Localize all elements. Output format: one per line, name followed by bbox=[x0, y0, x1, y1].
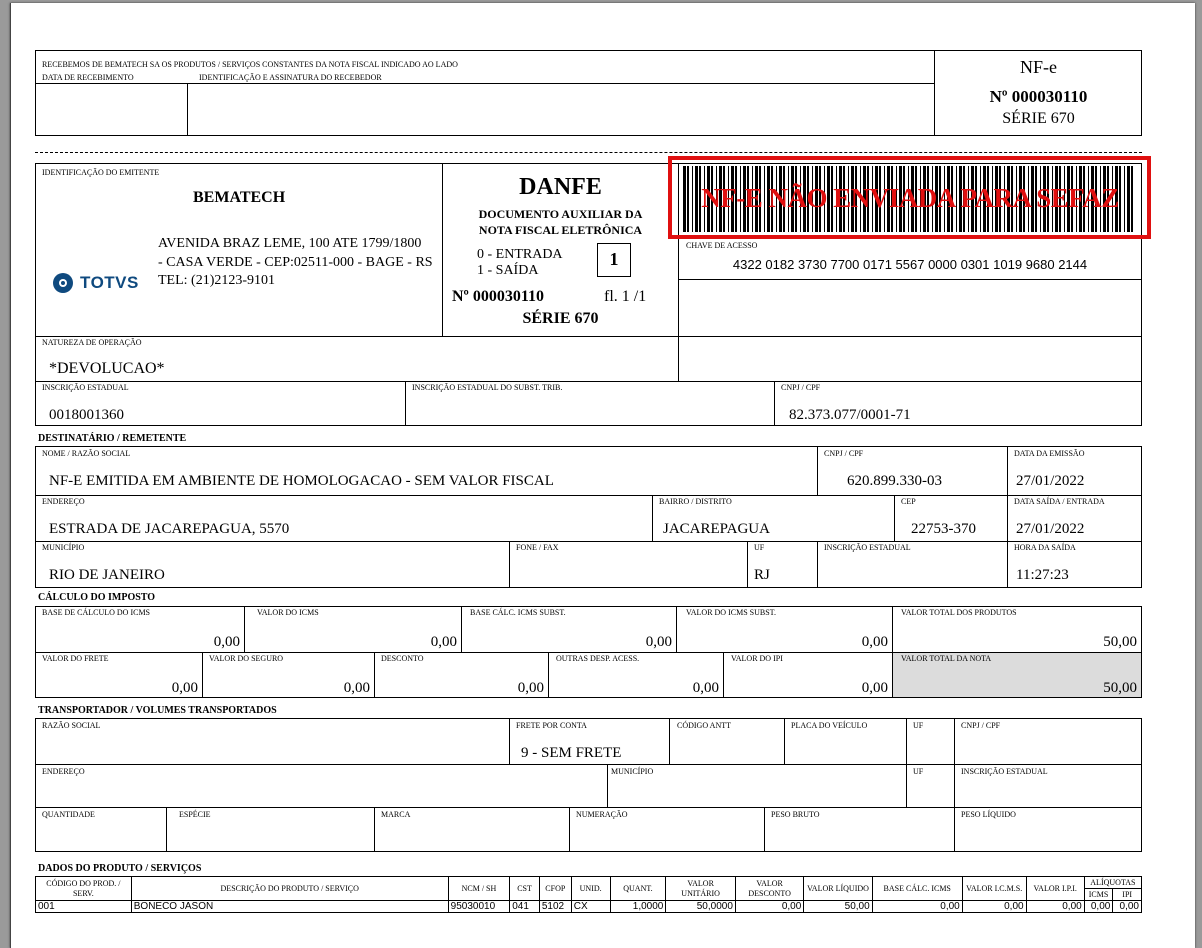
col-discount: VALOR DESCONTO bbox=[735, 877, 803, 901]
recipient-address: ESTRADA DE JACAREPAGUA, 5570 bbox=[49, 521, 290, 537]
district-label: BAIRRO / DISTRITO bbox=[659, 497, 732, 506]
district-value: JACAREPAGUA bbox=[663, 521, 770, 537]
numbering-label: NUMERAÇÃO bbox=[576, 810, 628, 819]
antt-label: CÓDIGO ANTT bbox=[677, 721, 731, 730]
ie-label: INSCRIÇÃO ESTADUAL bbox=[42, 383, 129, 392]
totvs-logo bbox=[52, 273, 139, 293]
emitter-section-label: IDENTIFICAÇÃO DO EMITENTE bbox=[42, 168, 160, 177]
cell-ipi-value: 0,00 bbox=[1026, 901, 1084, 913]
gross-weight-label: PESO BRUTO bbox=[771, 810, 820, 819]
freight-label: FRETE POR CONTA bbox=[516, 721, 587, 730]
carrier-address-label: ENDEREÇO bbox=[42, 767, 85, 776]
emission-date: 27/01/2022 bbox=[1016, 473, 1085, 489]
tax-r2-c4-value: 0,00 bbox=[692, 680, 719, 696]
carrier-ie-label: INSCRIÇÃO ESTADUAL bbox=[961, 767, 1048, 776]
transport-section: TRANSPORTADOR / VOLUMES TRANSPORTADOS bbox=[38, 705, 277, 716]
tax-r1-c5-value: 50,00 bbox=[1103, 634, 1137, 650]
tax-r1-c5-label: VALOR TOTAL DOS PRODUTOS bbox=[901, 608, 1017, 617]
recipient-cnpj: 620.899.330-03 bbox=[847, 473, 942, 489]
freight-value: 9 - SEM FRETE bbox=[521, 745, 622, 761]
col-unit-value: VALOR UNITÁRIO bbox=[666, 877, 736, 901]
cell-aliq-icms: 0,00 bbox=[1084, 901, 1113, 913]
col-ncm: NCM / SH bbox=[448, 877, 510, 901]
access-key-label: CHAVE DE ACESSO bbox=[686, 241, 758, 250]
totvs-logo-text: TOTVS bbox=[80, 273, 139, 292]
cell-code: 001 bbox=[36, 901, 132, 913]
totvs-logo-icon bbox=[52, 272, 74, 294]
plate-label: PLACA DO VEÍCULO bbox=[791, 721, 868, 730]
tax-r2-c6-value: 50,00 bbox=[1103, 680, 1137, 696]
cell-discount: 0,00 bbox=[735, 901, 803, 913]
ie-value: 0018001360 bbox=[49, 407, 124, 423]
cell-description: BONECO JASON bbox=[131, 901, 448, 913]
kind-label: ESPÉCIE bbox=[179, 810, 211, 819]
col-net-value: VALOR LÍQUIDO bbox=[804, 877, 872, 901]
col-code: CÓDIGO DO PROD. / SERV. bbox=[36, 877, 132, 901]
cell-icms-value: 0,00 bbox=[962, 901, 1026, 913]
col-description: DESCRIÇÃO DO PRODUTO / SERVIÇO bbox=[131, 877, 448, 901]
danfe-page bbox=[10, 3, 1195, 948]
tax-r2-c3-label: DESCONTO bbox=[381, 654, 424, 663]
emitter-cnpj: 82.373.077/0001-71 bbox=[789, 407, 911, 423]
cell-unit: CX bbox=[571, 901, 610, 913]
tax-r1-c1-value: 0,00 bbox=[213, 634, 240, 650]
emission-label: DATA DA EMISSÃO bbox=[1014, 449, 1085, 458]
danfe-entry: 0 - ENTRADA bbox=[477, 247, 563, 262]
col-quantity: QUANT. bbox=[610, 877, 666, 901]
products-section: DADOS DO PRODUTO / SERVIÇOS bbox=[38, 863, 202, 874]
emitter-address1: AVENIDA BRAZ LEME, 100 ATE 1799/1800 bbox=[158, 236, 422, 251]
tax-section: CÁLCULO DO IMPOSTO bbox=[38, 592, 156, 603]
tax-r1-c2-value: 0,00 bbox=[430, 634, 457, 650]
receipt-sign-label: IDENTIFICAÇÃO E ASSINATURA DO RECEBEDOR bbox=[199, 73, 382, 82]
tax-r2-c5-value: 0,00 bbox=[861, 680, 888, 696]
col-ipi-value: VALOR I.P.I. bbox=[1026, 877, 1084, 901]
col-aliq-ipi: IPI bbox=[1113, 889, 1142, 901]
cell-net-value: 50,00 bbox=[804, 901, 872, 913]
danfe-exit: 1 - SAÍDA bbox=[477, 263, 539, 278]
tax-r1-c4-label: VALOR DO ICMS SUBST. bbox=[686, 608, 776, 617]
danfe-sheet: fl. 1 /1 bbox=[604, 288, 647, 305]
cep-value: 22753-370 bbox=[911, 521, 976, 537]
col-icms-base: BASE CÁLC. ICMS bbox=[872, 877, 962, 901]
recipient-name: NF-E EMITIDA EM AMBIENTE DE HOMOLOGACAO - SEM VALOR FISCAL bbox=[49, 473, 554, 489]
col-aliq-icms: ICMS bbox=[1084, 889, 1113, 901]
recipient-cnpj-label: CNPJ / CPF bbox=[824, 449, 864, 458]
col-cfop: CFOP bbox=[539, 877, 571, 901]
tax-r1-c3-value: 0,00 bbox=[645, 634, 672, 650]
qty-label: QUANTIDADE bbox=[42, 810, 95, 819]
carrier-uf2-label: UF bbox=[913, 767, 924, 776]
city-label: MUNICÍPIO bbox=[42, 543, 85, 552]
cut-line bbox=[35, 152, 1142, 153]
uf-label: UF bbox=[754, 543, 765, 552]
carrier-name-label: RAZÃO SOCIAL bbox=[42, 721, 101, 730]
emitter-address2: - CASA VERDE - CEP:02511-000 - BAGE - RS bbox=[158, 255, 433, 270]
exit-date: 27/01/2022 bbox=[1016, 521, 1085, 537]
tax-r1-c4-value: 0,00 bbox=[861, 634, 888, 650]
danfe-title: DANFE bbox=[519, 174, 602, 200]
cell-cfop: 5102 bbox=[539, 901, 571, 913]
danfe-type-value: 1 bbox=[609, 249, 619, 269]
cell-aliq-ipi: 0,00 bbox=[1113, 901, 1142, 913]
recipient-ie-label: INSCRIÇÃO ESTADUAL bbox=[824, 543, 911, 552]
tax-r1-c1-label: BASE DE CÁLCULO DO ICMS bbox=[42, 608, 151, 617]
emitter-name: BEMATECH bbox=[193, 189, 286, 206]
net-weight-label: PESO LÍQUIDO bbox=[961, 810, 1016, 819]
exit-date-label: DATA SAÍDA / ENTRADA bbox=[1014, 497, 1105, 506]
receipt-nfe: NF-e bbox=[1020, 57, 1057, 77]
ie-st-label: INSCRIÇÃO ESTADUAL DO SUBST. TRIB. bbox=[412, 383, 563, 392]
recipient-name-label: NOME / RAZÃO SOCIAL bbox=[42, 449, 131, 458]
receipt-series: SÉRIE 670 bbox=[1002, 110, 1075, 127]
emitter-cnpj-label: CNPJ / CPF bbox=[781, 383, 821, 392]
tax-r1-c3-label: BASE CÁLC. ICMS SUBST. bbox=[470, 608, 566, 617]
recipient-address-label: ENDEREÇO bbox=[42, 497, 85, 506]
exit-time: 11:27:23 bbox=[1016, 567, 1069, 583]
emitter-phone: TEL: (21)2123-9101 bbox=[158, 273, 276, 288]
access-key: 4322 0182 3730 7700 0171 5567 0000 0301 1019 9680 2144 bbox=[732, 257, 1088, 272]
tax-r2-c5-label: VALOR DO IPI bbox=[731, 654, 783, 663]
phone-label: FONE / FAX bbox=[516, 543, 559, 552]
tax-r2-c2-label: VALOR DO SEGURO bbox=[209, 654, 284, 663]
cell-quantity: 1,0000 bbox=[610, 901, 666, 913]
products-table bbox=[35, 876, 1142, 913]
carrier-cnpj-label: CNPJ / CPF bbox=[961, 721, 1001, 730]
cep-label: CEP bbox=[901, 497, 916, 506]
col-icms-value: VALOR I.C.M.S. bbox=[962, 877, 1026, 901]
recipient-section: DESTINATÁRIO / REMETENTE bbox=[38, 433, 187, 444]
products-header-row bbox=[36, 877, 1142, 889]
danfe-number: Nº 000030110 bbox=[452, 288, 544, 305]
tax-r2-c3-value: 0,00 bbox=[517, 680, 544, 696]
col-aliquotas: ALÍQUOTAS bbox=[1084, 877, 1141, 889]
col-unit: UNID. bbox=[571, 877, 610, 901]
exit-time-label: HORA DA SAÍDA bbox=[1014, 543, 1076, 552]
sefaz-watermark: NF-E NÃO ENVIADA PARA SEFAZ bbox=[701, 183, 1119, 213]
tax-r2-c4-label: OUTRAS DESP. ACESS. bbox=[556, 654, 640, 663]
transport-box bbox=[35, 718, 1142, 852]
carrier-uf-label: UF bbox=[913, 721, 924, 730]
receipt-date-label: DATA DE RECEBIMENTO bbox=[42, 73, 134, 82]
tax-r2-c1-label: VALOR DO FRETE bbox=[42, 654, 109, 663]
col-cst: CST bbox=[510, 877, 540, 901]
cell-icms-base: 0,00 bbox=[872, 901, 962, 913]
table-row bbox=[36, 901, 1142, 913]
city-value: RIO DE JANEIRO bbox=[49, 567, 165, 583]
tax-r1-c2-label: VALOR DO ICMS bbox=[257, 608, 319, 617]
cell-unit-value: 50,0000 bbox=[666, 901, 736, 913]
danfe-subtitle1: DOCUMENTO AUXILIAR DA bbox=[478, 207, 643, 221]
tax-r2-c2-value: 0,00 bbox=[343, 680, 370, 696]
carrier-city-label: MUNICÍPIO bbox=[611, 767, 654, 776]
danfe-subtitle2: NOTA FISCAL ELETRÔNICA bbox=[478, 223, 643, 237]
cell-ncm: 95030010 bbox=[448, 901, 510, 913]
danfe-series: SÉRIE 670 bbox=[522, 310, 599, 327]
operation-value: *DEVOLUCAO* bbox=[49, 360, 165, 377]
tax-r2-c1-value: 0,00 bbox=[171, 680, 198, 696]
operation-label: NATUREZA DE OPERAÇÃO bbox=[42, 338, 142, 347]
receipt-statement: RECEBEMOS DE BEMATECH SA OS PRODUTOS / SERVIÇOS CONSTANTES DA NOTA FISCAL INDICADO AO LADO bbox=[42, 60, 458, 69]
receipt-number: Nº 000030110 bbox=[989, 87, 1088, 106]
cell-cst: 041 bbox=[510, 901, 540, 913]
brand-label: MARCA bbox=[381, 810, 411, 819]
recipient-box bbox=[35, 446, 1142, 588]
uf-value: RJ bbox=[754, 567, 770, 583]
tax-r2-c6-label: VALOR TOTAL DA NOTA bbox=[901, 654, 992, 663]
